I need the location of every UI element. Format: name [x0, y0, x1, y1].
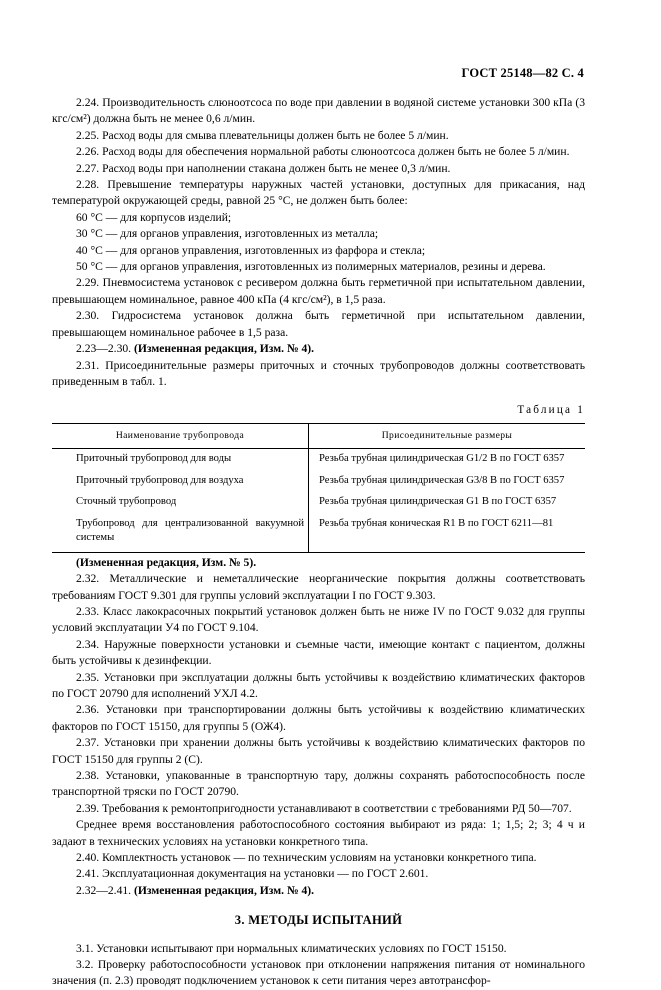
paragraph — [52, 817, 585, 850]
section-title: 3. МЕТОДЫ ИСПЫТАНИЙ — [234, 913, 403, 928]
temperature-limit-line — [52, 210, 585, 226]
pipe-size-cell: Резьба трубная цилиндрическая G3/8 В по ГОСТ 6357 — [319, 474, 565, 486]
paragraph — [52, 161, 585, 177]
paragraph — [52, 275, 585, 308]
paragraph-text: 2.28. Превышение температуры наружных частей установки, доступных для прикасания, над температурой окружающей среды, равной 25 °С, не должен быть более: — [52, 178, 585, 208]
column-header-pipe: Наименование трубопровода — [52, 423, 309, 449]
requirements-block-bottom — [52, 555, 585, 900]
pipe-name-cell: Приточный трубопровод для воды — [52, 449, 309, 471]
paragraph: 3.2. Проверку работоспособности установок при отклонении напряжения питания от номинального значения (п. 2.3) проводят подключением установок к сети питания через автотрансфор- — [52, 958, 585, 988]
temperature-limit-line — [52, 226, 585, 242]
paragraph-text: 2.24. Производительность слюноотсоса по воде при давлении в водяной системе установки 300 кПа (3 кгс/см²) должна быть не менее 0,6 л/мин. — [52, 96, 585, 126]
paragraph-text: 2.30. Гидросистема установок должна быть герметичной при испытательном давлении, превышающем номинальное рабочее в 1,5 раза. — [52, 309, 585, 339]
table-header-row — [52, 423, 585, 449]
paragraph — [52, 571, 585, 604]
paragraph — [52, 637, 585, 670]
table-row — [52, 449, 585, 471]
paragraph-text: 60 °С — для корпусов изделий; — [76, 210, 232, 224]
paragraph-text: 2.40. Комплектность установок — по техническим условиям на установки конкретного типа. — [76, 851, 537, 865]
paragraph-text: 2.27. Расход воды при наполнении стакана должен быть не менее 0,3 л/мин. — [76, 161, 451, 175]
paragraph-text: 2.31. Присоединительные размеры приточных и сточных трубопроводов должны соответствовать приведенным в табл. 1. — [52, 358, 585, 388]
paragraph — [52, 801, 585, 817]
table-row — [52, 492, 585, 514]
paragraph: 3.1. Установки испытывают при нормальных климатических условиях по ГОСТ 15150. — [76, 941, 507, 955]
column-header-size: Присоединительные размеры — [309, 423, 586, 449]
paragraph — [52, 177, 585, 210]
table-row — [52, 471, 585, 493]
paragraph-text: 2.38. Установки, упакованные в транспортную тару, должны сохранять работоспособность после транспортной тряски по ГОСТ 20790. — [52, 769, 585, 799]
paragraph — [52, 95, 585, 128]
paragraph — [52, 341, 585, 357]
paragraph-text: 2.32—2.41. — [76, 883, 134, 897]
paragraph — [52, 850, 585, 866]
pipe-name-cell: Приточный трубопровод для воздуха — [52, 471, 309, 493]
paragraph-text: 2.36. Установки при транспортировании должны быть устойчивы к воздействию климатических факторов по ГОСТ 15150, для группы 5 (ОЖ4). — [52, 703, 585, 733]
paragraph-text: 2.23—2.30. — [76, 342, 134, 356]
pipe-name-cell: Сточный трубопровод — [52, 492, 309, 514]
paragraph — [52, 883, 585, 899]
pipe-name-cell: Трубопровод для централизованной вакуумной системы — [52, 514, 309, 553]
paragraph-text: 2.25. Расход воды для смыва плевательницы должен быть не более 5 л/мин. — [76, 128, 449, 142]
paragraph — [52, 604, 585, 637]
paragraph-text: 2.33. Класс лакокрасочных покрытий установок должен быть не ниже IV по ГОСТ 9.032 для группы условий эксплуатации У4 по ГОСТ 9.104. — [52, 604, 585, 635]
paragraph-text: 30 °С — для органов управления, изготовленных из металла; — [76, 227, 379, 241]
paragraph-text: 50 °С — для органов управления, изготовленных из полимерных материалов, резины и дерева. — [76, 260, 546, 274]
pipe-size-cell: Резьба трубная цилиндрическая G1 В по ГОСТ 6357 — [319, 496, 557, 508]
amendment-note: (Измененная редакция, Изм. № 4). — [133, 883, 315, 897]
paragraph-text: 2.41. Эксплуатационная документация на установки — по ГОСТ 2.601. — [76, 867, 429, 881]
paragraph-text: 2.32. Металлические и неметаллические неорганические покрытия должны соответствовать требованиям ГОСТ 9.301 для группы условий эксплуатации I по ГОСТ 9.303. — [52, 572, 585, 602]
pipe-size-cell: Резьба трубная коническая R1 В по ГОСТ 6211—81 — [309, 514, 586, 553]
paragraph — [52, 555, 585, 571]
paragraph-text: 2.34. Наружные поверхности установки и съемные части, имеющие контакт с пациентом, должны быть устойчивы к дезинфекции. — [52, 637, 585, 668]
paragraph-text: 40 °С — для органов управления, изготовленных из фарфора и стекла; — [76, 243, 426, 257]
table-row — [52, 514, 585, 553]
paragraph-text: 2.39. Требования к ремонтопригодности устанавливают в соответствии с требованиями РД 50—707. — [76, 801, 572, 815]
paragraph — [52, 144, 585, 160]
paragraph — [52, 735, 585, 768]
paragraph-text: 2.29. Пневмосистема установок с ресивером должна быть герметичной при испытательном давлении, превышающем номинальное, равное 400 кПа (4 кгс/см²), в 1,5 раза. — [52, 276, 585, 306]
document-body — [52, 95, 585, 990]
requirements-block-top — [52, 95, 585, 390]
paragraph — [52, 308, 585, 341]
paragraph — [52, 768, 585, 801]
paragraph — [52, 670, 585, 703]
paragraph-text: 2.37. Установки при хранении должны быть устойчивы к воздействию климатических факторов по ГОСТ 15150 для группы 2 (С). — [52, 736, 585, 766]
table-caption: Таблица 1 — [517, 404, 585, 417]
paragraph — [52, 866, 585, 882]
amendment-note: (Измененная редакция, Изм. № 5). — [76, 555, 257, 569]
temperature-limit-line — [52, 243, 585, 259]
paragraph — [52, 358, 585, 391]
page-header: ГОСТ 25148—82 С. 4 — [461, 66, 584, 80]
pipe-size-cell: Резьба трубная цилиндрическая G1/2 В по ГОСТ 6357 — [319, 453, 565, 465]
paragraph-text: 2.26. Расход воды для обеспечения нормальной работы слюноотсоса должен быть не более 5 л/мин. — [76, 145, 570, 159]
paragraph-text: Среднее время восстановления работоспособного состояния выбирают из ряда: 1; 1,5; 2; 3; 4 ч и задают в технических условиях на установки конкретного типа. — [52, 818, 585, 848]
paragraph — [52, 702, 585, 735]
temperature-limit-line — [52, 259, 585, 275]
pipes-table — [52, 423, 585, 553]
paragraph — [52, 128, 585, 144]
amendment-note: (Измененная редакция, Изм. № 4). — [133, 342, 315, 356]
paragraph-text: 2.35. Установки при эксплуатации должны быть устойчивы к воздействию климатических факторов по ГОСТ 20790 для исполнений УХЛ 4.2. — [52, 670, 585, 700]
